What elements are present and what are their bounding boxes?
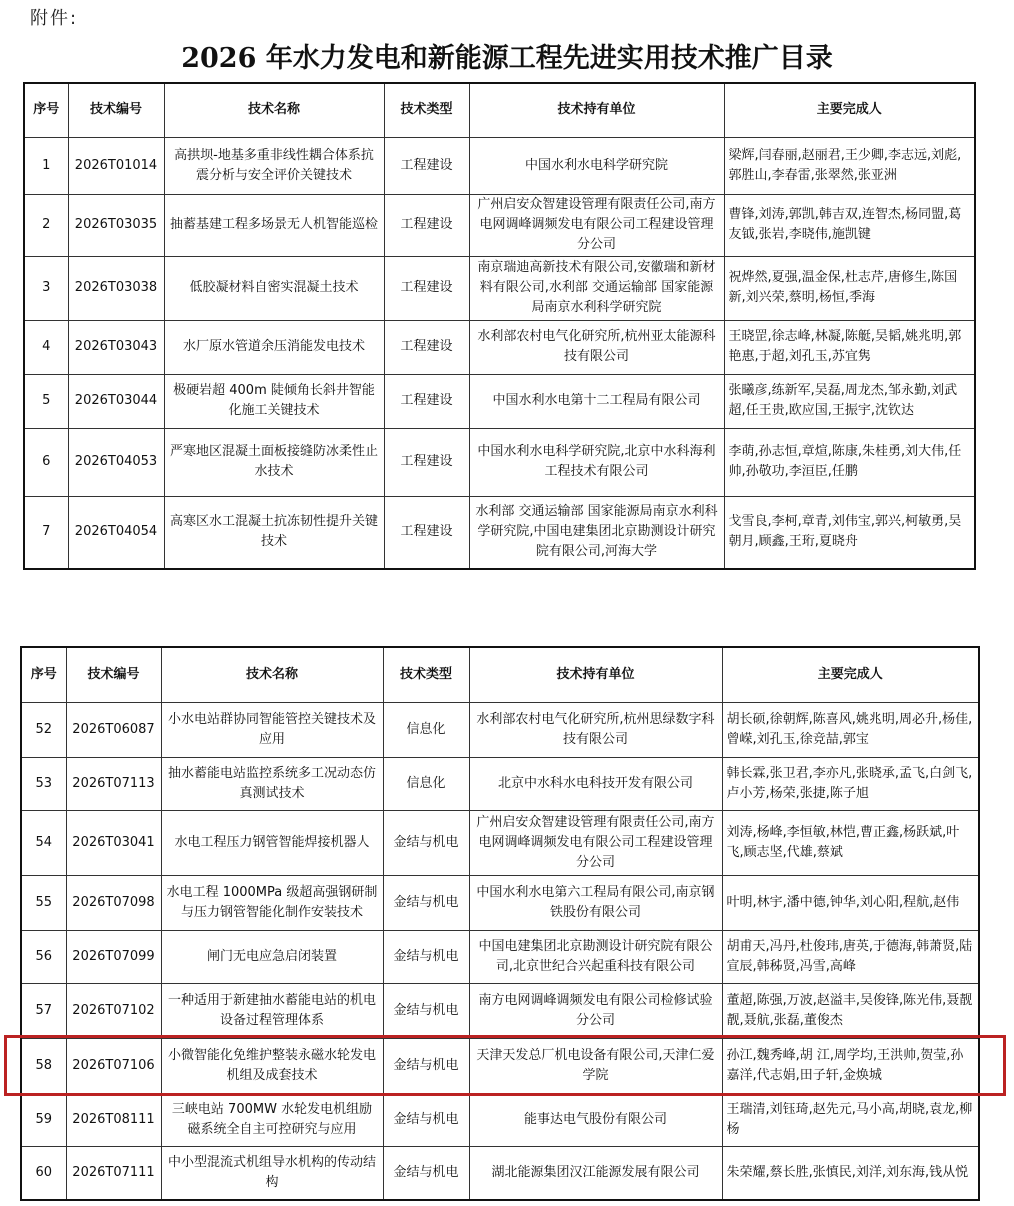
cell-type: 金结与机电 [383,810,469,875]
cell-holder: 湖北能源集团汉江能源发展有限公司 [469,1146,722,1200]
table-row [21,757,979,810]
cell-type: 金结与机电 [383,930,469,983]
cell-name: 抽蓄基建工程多场景无人机智能巡检 [164,194,384,256]
cell-type: 工程建设 [384,320,469,374]
cell-name: 闸门无电应急启闭装置 [161,930,383,983]
cell-holder: 天津天发总厂机电设备有限公司,天津仁爱学院 [469,1038,722,1093]
table-row [24,428,975,496]
cell-people: 梁辉,闫春丽,赵丽君,王少卿,李志远,刘彪,郭胜山,李春雷,张翠然,张亚洲 [724,137,975,194]
cell-holder: 水利部 交通运输部 国家能源局南京水利科学研究院,中国电建集团北京勘测设计研究院有限公司,河海大学 [469,496,724,569]
cell-code: 2026T04054 [68,496,164,569]
technology-table-1 [23,82,976,570]
cell-no: 1 [24,137,68,194]
cell-name: 低胶凝材料自密实混凝土技术 [164,256,384,320]
cell-code: 2026T07098 [66,875,161,930]
cell-holder: 南方电网调峰调频发电有限公司检修试验分公司 [469,983,722,1038]
table-row [21,702,979,757]
cell-no: 5 [24,374,68,428]
cell-people: 朱荣耀,蔡长胜,张慎民,刘洋,刘东海,钱从悦 [722,1146,979,1200]
cell-type: 工程建设 [384,137,469,194]
cell-code: 2026T03043 [68,320,164,374]
cell-people: 戈雪良,李柯,章青,刘伟宝,郭兴,柯敏勇,吴朝月,顾鑫,王珩,夏晓舟 [724,496,975,569]
cell-code: 2026T07106 [66,1038,161,1093]
cell-name: 水电工程 1000MPa 级超高强钢研制与压力钢管智能化制作安装技术 [161,875,383,930]
attachment-label: 附件: [30,8,79,29]
cell-name: 小微智能化免维护整装永磁水轮发电机组及成套技术 [161,1038,383,1093]
header-name: 技术名称 [164,83,384,137]
header-people: 主要完成人 [722,647,979,702]
header-type: 技术类型 [383,647,469,702]
table-row [21,810,979,875]
cell-no: 4 [24,320,68,374]
cell-no: 3 [24,256,68,320]
table-row [21,1093,979,1146]
cell-name: 水厂原水管道余压消能发电技术 [164,320,384,374]
cell-no: 2 [24,194,68,256]
cell-code: 2026T07099 [66,930,161,983]
header-code: 技术编号 [68,83,164,137]
cell-type: 信息化 [383,757,469,810]
cell-name: 严寒地区混凝土面板接缝防冰柔性止水技术 [164,428,384,496]
cell-holder: 中国电建集团北京勘测设计研究院有限公司,北京世纪合兴起重科技有限公司 [469,930,722,983]
header-people: 主要完成人 [724,83,975,137]
cell-name: 一种适用于新建抽水蓄能电站的机电设备过程管理体系 [161,983,383,1038]
table-row [24,194,975,256]
cell-no: 60 [21,1146,66,1200]
cell-code: 2026T03035 [68,194,164,256]
cell-code: 2026T07102 [66,983,161,1038]
cell-name: 抽水蓄能电站监控系统多工况动态仿真测试技术 [161,757,383,810]
header-holder: 技术持有单位 [469,647,722,702]
cell-holder: 中国水利水电第十二工程局有限公司 [469,374,724,428]
cell-holder: 北京中水科水电科技开发有限公司 [469,757,722,810]
header-code: 技术编号 [66,647,161,702]
cell-no: 55 [21,875,66,930]
cell-no: 59 [21,1093,66,1146]
table-row [24,256,975,320]
cell-no: 52 [21,702,66,757]
cell-name: 高寒区水工混凝土抗冻韧性提升关键技术 [164,496,384,569]
cell-type: 金结与机电 [383,875,469,930]
header-name: 技术名称 [161,647,383,702]
page-title: 2026 年水力发电和新能源工程先进实用技术推广目录 [181,43,833,74]
cell-people: 韩长霖,张卫君,李亦凡,张晓承,孟飞,白剑飞,卢小芳,杨荣,张捷,陈子旭 [722,757,979,810]
table-row [21,875,979,930]
cell-holder: 水利部农村电气化研究所,杭州思绿数字科技有限公司 [469,702,722,757]
cell-people: 胡长硕,徐朝辉,陈喜风,姚兆明,周必升,杨佳,曾嵘,刘孔玉,徐竞喆,郭宝 [722,702,979,757]
header-no: 序号 [24,83,68,137]
cell-no: 6 [24,428,68,496]
cell-holder: 南京瑞迪高新技术有限公司,安徽瑞和新材料有限公司,水利部 交通运输部 国家能源局南京水利科学研究院 [469,256,724,320]
cell-holder: 广州启安众智建设管理有限责任公司,南方电网调峰调频发电有限公司工程建设管理分公司 [469,194,724,256]
cell-type: 工程建设 [384,194,469,256]
cell-code: 2026T03041 [66,810,161,875]
cell-type: 金结与机电 [383,983,469,1038]
cell-name: 三峡电站 700MW 水轮发电机组励磁系统全自主可控研究与应用 [161,1093,383,1146]
cell-code: 2026T07113 [66,757,161,810]
table-header-row [24,83,975,137]
cell-no: 58 [21,1038,66,1093]
cell-no: 57 [21,983,66,1038]
cell-people: 刘涛,杨峰,李恒敏,林恺,曹正鑫,杨跃斌,叶飞,顾志坚,代雄,蔡斌 [722,810,979,875]
cell-type: 工程建设 [384,256,469,320]
header-type: 技术类型 [384,83,469,137]
cell-people: 曹锋,刘涛,郭凯,韩吉双,连智杰,杨同盟,葛友钺,张岩,李晓伟,施凯键 [724,194,975,256]
cell-people: 王瑞清,刘钰琦,赵先元,马小高,胡晓,袁龙,柳杨 [722,1093,979,1146]
cell-people: 张曦彦,练新军,吴磊,周龙杰,邹永勤,刘武超,任王贵,欧应国,王振宇,沈钦达 [724,374,975,428]
cell-code: 2026T06087 [66,702,161,757]
table-row [24,137,975,194]
cell-code: 2026T03038 [68,256,164,320]
cell-name: 极硬岩超 400m 陡倾角长斜井智能化施工关键技术 [164,374,384,428]
cell-type: 工程建设 [384,428,469,496]
cell-type: 金结与机电 [383,1038,469,1093]
cell-no: 54 [21,810,66,875]
cell-people: 李萌,孙志恒,章煊,陈康,朱桂勇,刘大伟,任帅,孙敬功,李洹臣,任鹏 [724,428,975,496]
header-holder: 技术持有单位 [469,83,724,137]
header-no: 序号 [21,647,66,702]
table-row [24,496,975,569]
cell-type: 金结与机电 [383,1093,469,1146]
cell-type: 工程建设 [384,496,469,569]
cell-name: 高拱坝-地基多重非线性耦合体系抗震分析与安全评价关键技术 [164,137,384,194]
cell-code: 2026T08111 [66,1093,161,1146]
cell-type: 工程建设 [384,374,469,428]
cell-no: 53 [21,757,66,810]
cell-type: 金结与机电 [383,1146,469,1200]
cell-name: 水电工程压力钢管智能焊接机器人 [161,810,383,875]
cell-people: 祝烨然,夏强,温金保,杜志芹,唐修生,陈国新,刘兴荣,蔡明,杨恒,季海 [724,256,975,320]
table-row [24,374,975,428]
cell-holder: 中国水利水电第六工程局有限公司,南京钢铁股份有限公司 [469,875,722,930]
cell-no: 7 [24,496,68,569]
cell-code: 2026T07111 [66,1146,161,1200]
cell-people: 王晓罡,徐志峰,林凝,陈艇,吴韬,姚兆明,郭艳惠,于超,刘孔玉,苏宜隽 [724,320,975,374]
table-row [24,320,975,374]
cell-name: 中小型混流式机组导水机构的传动结构 [161,1146,383,1200]
cell-holder: 水利部农村电气化研究所,杭州亚太能源科技有限公司 [469,320,724,374]
table-row [21,983,979,1038]
table-header-row [21,647,979,702]
cell-code: 2026T03044 [68,374,164,428]
cell-people: 叶明,林宇,潘中德,钟华,刘心阳,程航,赵伟 [722,875,979,930]
cell-holder: 广州启安众智建设管理有限责任公司,南方电网调峰调频发电有限公司工程建设管理分公司 [469,810,722,875]
table-row [21,930,979,983]
cell-holder: 能事达电气股份有限公司 [469,1093,722,1146]
table-row [21,1146,979,1200]
table-row [21,1038,979,1093]
cell-holder: 中国水利水电科学研究院 [469,137,724,194]
cell-people: 胡甫天,冯丹,杜俊玮,唐英,于德海,韩萧贤,陆宣辰,韩秭贤,冯雪,高峰 [722,930,979,983]
cell-holder: 中国水利水电科学研究院,北京中水科海利工程技术有限公司 [469,428,724,496]
cell-type: 信息化 [383,702,469,757]
cell-people: 董超,陈强,万波,赵溢丰,吴俊锋,陈光伟,聂靓靓,聂航,张磊,董俊杰 [722,983,979,1038]
cell-people: 孙江,魏秀峰,胡 江,周学均,王洪帅,贺莹,孙嘉洋,代志娟,田子轩,金焕城 [722,1038,979,1093]
technology-table-2 [20,646,980,1201]
cell-name: 小水电站群协同智能管控关键技术及应用 [161,702,383,757]
cell-code: 2026T01014 [68,137,164,194]
cell-no: 56 [21,930,66,983]
cell-code: 2026T04053 [68,428,164,496]
